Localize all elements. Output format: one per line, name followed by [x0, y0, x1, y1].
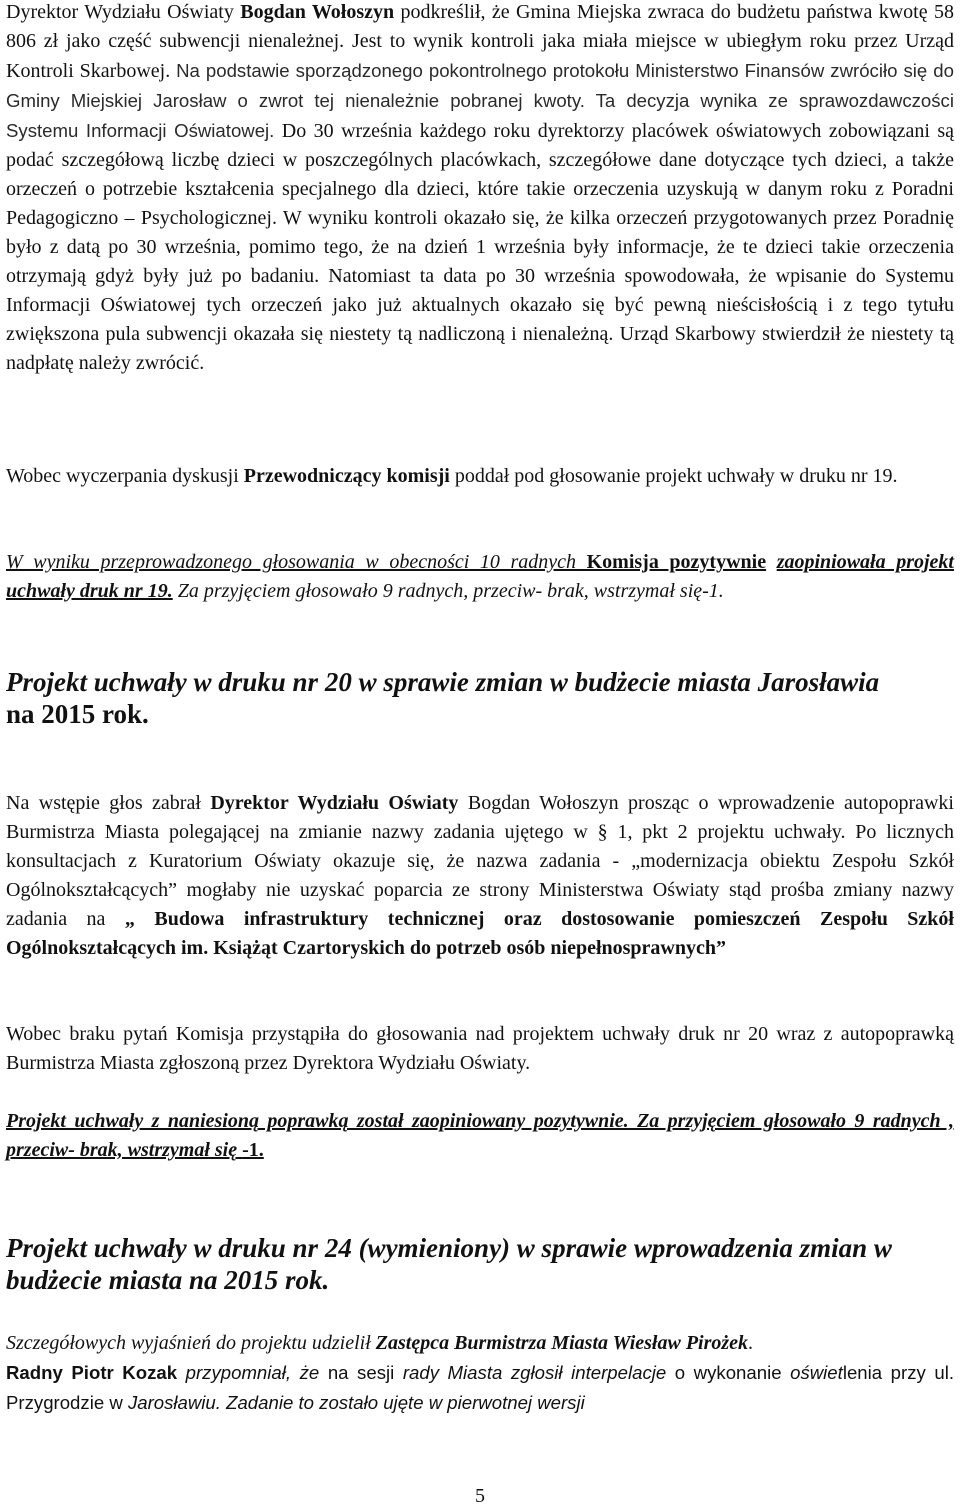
speaker-title: Dyrektor Wydziału Oświaty [6, 1, 234, 23]
paragraph-text: przypomniał, że [177, 1362, 328, 1383]
paragraph-text: podkreślił, że Gmina Miejska zwraca do budżetu państwa kwotę 58 806 zł jako część subwencji nienależnej. Jest to wynik kontroli jaka miała miejsce w ubiegłym roku przez Urząd Kontroli Skarbowej. [6, 1, 955, 82]
vote-result-text: zaopiniowała projekt uchwały druk nr 19. [6, 551, 954, 602]
paragraph-text: Wobec wyczerpania dyskusji [6, 465, 244, 487]
section-heading-24 [6, 1232, 954, 1296]
paragraph-text-sans: Na podstawie sporządzonego pokontrolnego protokołu Ministerstwo Finansów zwróciło się do Gminy Miejskiej Jarosław o zwrot tej nienależnie pobranej kwoty. Ta decyzja wynika ze sprawozdawczości Systemu Informacji Oświatowej. [6, 60, 954, 141]
heading-line: Projekt uchwały w druku nr 20 w sprawie zmian w budżecie miasta Jarosławia [6, 667, 880, 697]
councillor-name: Radny Piotr Kozak [6, 1362, 178, 1383]
paragraph-text: Na wstępie głos zabrał [6, 792, 211, 814]
paragraph-deputy-mayor [6, 1329, 954, 1418]
vote-result-text: Projekt uchwały z naniesioną poprawką został zaopiniowany pozytywnie. Za przyjęciem głosowało 9 radnych , przeciw- brak, wstrzymał się [6, 1110, 954, 1161]
heading-line: prowadzenia zmian w budżecie miasta na 2015 rok. [6, 1233, 892, 1295]
heading-line: na 2015 rok. [6, 699, 149, 729]
paragraph-text: W wyniku kontroli okazało się, że kilka orzeczeń przygotowanych przez Poradnię było z datą po 30 września, pomimo tego, że na dzień 1 września były informacje, że te dzieci takie orzeczenia otrzymają gdyż były już po badaniu. Natomiast ta data po 30 września spowodowała, że wpisanie do Systemu Informacji Oświatowej tych orzeczeń jako już aktualnych okazało się być pewną nieścisłością i z tego tytułu zwiększona pula subwencji okazała się niestety tą nadliczoną i nienależną. Urząd Skarbowy stwierdził że niestety tą nadpłatę należy zwrócić. [6, 207, 954, 374]
paragraph-text: rady Miasta zgłosił interpelacje [402, 1362, 667, 1383]
paragraph-text: o wykonanie [666, 1362, 791, 1383]
paragraph-text: lenia przy ul. Przygrodzie w [6, 1362, 955, 1413]
vote-result-text: -1. [242, 1139, 264, 1161]
paragraph-text: Szczegółowych wyjaśnień do projektu udzielił [6, 1332, 376, 1354]
vote-result-text: W wyniku przeprowadzonego głosowania w obecności 10 radnych [6, 551, 577, 573]
speaker-name: Bogdan Wołoszyn [240, 1, 395, 23]
paragraph-no-questions [6, 1020, 954, 1078]
section-heading-20 [6, 666, 954, 730]
paragraph-vote-intro [6, 462, 954, 491]
paragraph-amendment [6, 789, 954, 963]
speaker-title: Dyrektor Wydziału Oświaty [210, 792, 459, 814]
paragraph-text: na sesji [327, 1362, 403, 1383]
paragraph-text: Wobec braku pytań Komisja przystąpiła do głosowania nad projektem uchwały druk nr 20 wraz z autopoprawką Burmistrza Miasta zgłoszoną przez Dyrektora Wydziału Oświaty. [6, 1023, 954, 1074]
deputy-mayor-name: Zastępca Burmistrza Miasta Wiesław Pirożek [375, 1332, 749, 1354]
paragraph-text: poddał pod głosowanie projekt uchwały w druku nr 19. [449, 465, 898, 487]
paragraph-text: Do 30 września każdego roku dyrektorzy placówek oświatowych zobowiązani są podać szczegółową liczbę dzieci w poszczególnych placówkach, szczegółowe dane dotyczące tych dzieci, a także orzeczeń o potrzebie kształcenia specjalnego dla dzieci, które takie orzeczenia uzyskują w danym roku z Poradni Pedagogiczno – Psychologicznej. [6, 120, 954, 229]
paragraph-text: Jarosławiu. Zadanie to zostało ujęte w pierwotnej wersji [127, 1392, 585, 1413]
vote-result-20 [6, 1107, 954, 1165]
paragraph-text: . [748, 1332, 754, 1354]
vote-result-text: Komisja pozytywnie [576, 551, 767, 573]
paragraph-text: Bogdan Wołoszyn prosząc o wprowadzenie autopoprawki Burmistrza Miasta polegającej na zmianie nazwy zadania ujętego w § 1, pkt 2 projektu uchwały. Po licznych konsultacjach z Kuratorium Oświaty okazuje się, że nazwa zadania - „modernizacja obiektu Zespołu Szkół Ogólnokształcących” mogłaby nie uzyskać poparcia ze strony Ministerstwa Oświaty stąd prośba zmiany nazwy zadania na [6, 792, 954, 930]
vote-result-text: Za przyjęciem głosowało 9 radnych, przeciw- brak, wstrzymał się-1. [172, 580, 724, 602]
task-name: „ Budowa infrastruktury technicznej oraz dostosowanie pomieszczeń Zespołu Szkół Ogólnokształcących im. Książąt Czartoryskich do potrzeb osób niepełnosprawnych” [6, 908, 954, 959]
paragraph-subsidy-return [6, 0, 954, 378]
paragraph-text: oświet [790, 1362, 843, 1383]
vote-result-19 [6, 548, 954, 606]
chairman-label: Przewodniczący komisji [243, 465, 450, 487]
heading-line: Projekt uchwały w druku nr 24 (wymieniony) w sprawie w [6, 1233, 652, 1263]
page-number: 5 [475, 1485, 485, 1507]
